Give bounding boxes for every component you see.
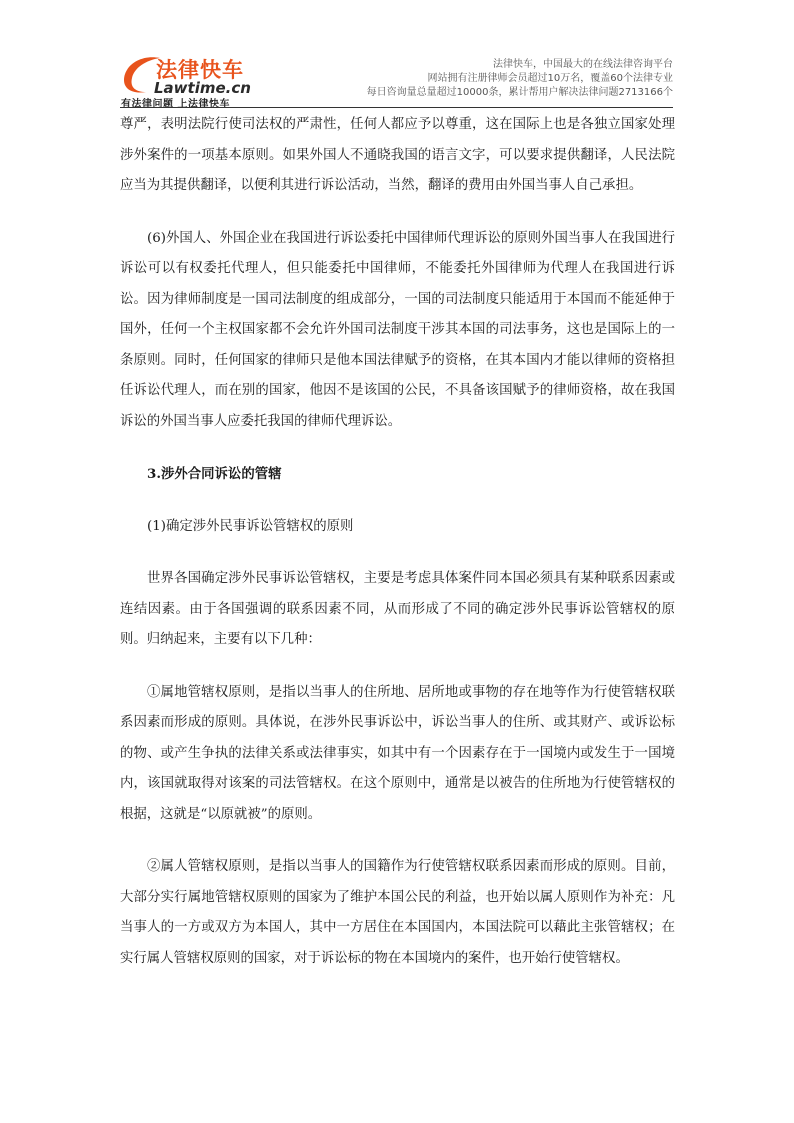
paragraph-territorial-principle: ①属地管辖权原则，是指以当事人的住所地、居所地或事物的存在地等作为行使管辖权联系因素而形成的原则。具体说，在涉外民事诉讼中，诉讼当事人的住所、或其财产、或诉讼标的物、或产生争执的法律关系或法律事实，如其中有一个因素存在于一国境内或发生于一国境内，该国就取得对该案的司法管辖权。在这个原则中，通常是以被告的住所地为行使管辖权的根据，这就是“以原就被”的原则。 <box>120 684 675 822</box>
section-heading: 3.涉外合同诉讼的管辖 <box>147 466 282 482</box>
subsection-heading: (1)确定涉外民事诉讼管辖权的原则 <box>147 518 354 534</box>
paragraph-foreign-lawyer-principle: (6)外国人、外国企业在我国进行诉讼委托中国律师代理诉讼的原则外国当事人在我国进行诉讼可以有权委托代理人，但只能委托中国律师，不能委托外国律师为代理人在我国进行诉讼。因为律师制度是一国司法制度的组成部分，一国的司法制度只能适用于本国而不能延伸于国外，任何一个主权国家都不会允许外国司法制度干涉其本国的司法事务，这也是国际上的一条原则。同时，任何国家的律师只是他本国法律赋予的资格，在其本国内才能以律师的资格担任诉讼代理人，而在别的国家，他因不是该国的公民，不具备该国赋予的律师资格，故在我国诉讼的外国当事人应委托我国的律师代理诉讼。 <box>120 230 675 429</box>
paragraph-continued: 尊严，表明法院行使司法权的严肃性，任何人都应予以尊重，这在国际上也是各独立国家处理涉外案件的一项基本原则。如果外国人不通晓我国的语言文字，可以要求提供翻译，人民法院应当为其提供翻译，以便利其进行诉讼活动，当然，翻译的费用由外国当事人自己承担。 <box>120 117 675 193</box>
document-body <box>120 110 675 974</box>
logo-chinese-text: 法律快车 <box>156 58 244 82</box>
paragraph-intro: 世界各国确定涉外民事诉讼管辖权，主要是考虑具体案件同本国必须具有某种联系因素或连结因素。由于各国强调的联系因素不同，从而形成了不同的确定涉外民事诉讼管辖权的原则。归纳起来，主要有以下几种： <box>120 571 675 647</box>
page-header <box>120 52 673 108</box>
paragraph-personal-principle: ②属人管辖权原则，是指以当事人的国籍作为行使管辖权联系因素而形成的原则。目前，大部分实行属地管辖权原则的国家为了维护本国公民的利益，也开始以属人原则作为补充：凡当事人的一方或双方为本国人，其中一方居住在本国国内，本国法院可以藉此主张管辖权；在实行属人管辖权原则的国家，对于诉讼标的物在本国境内的案件，也开始行使管辖权。 <box>120 859 675 966</box>
lawtime-logo[interactable] <box>120 52 280 108</box>
header-tagline <box>367 58 673 100</box>
header-divider <box>120 107 673 108</box>
logo-english-text: Lawtime.cn <box>154 79 251 97</box>
tagline-line: 法律快车，中国最大的在线法律咨询平台 <box>493 59 673 70</box>
logo-slogan: 有法律问题 上法律快车 <box>121 99 230 110</box>
tagline-line: 每日咨询量总量超过10000条，累计帮用户解决法律问题2713166个 <box>366 87 673 98</box>
tagline-line: 网站拥有注册律师会员超过10万名，覆盖60个法律专业 <box>427 73 673 84</box>
